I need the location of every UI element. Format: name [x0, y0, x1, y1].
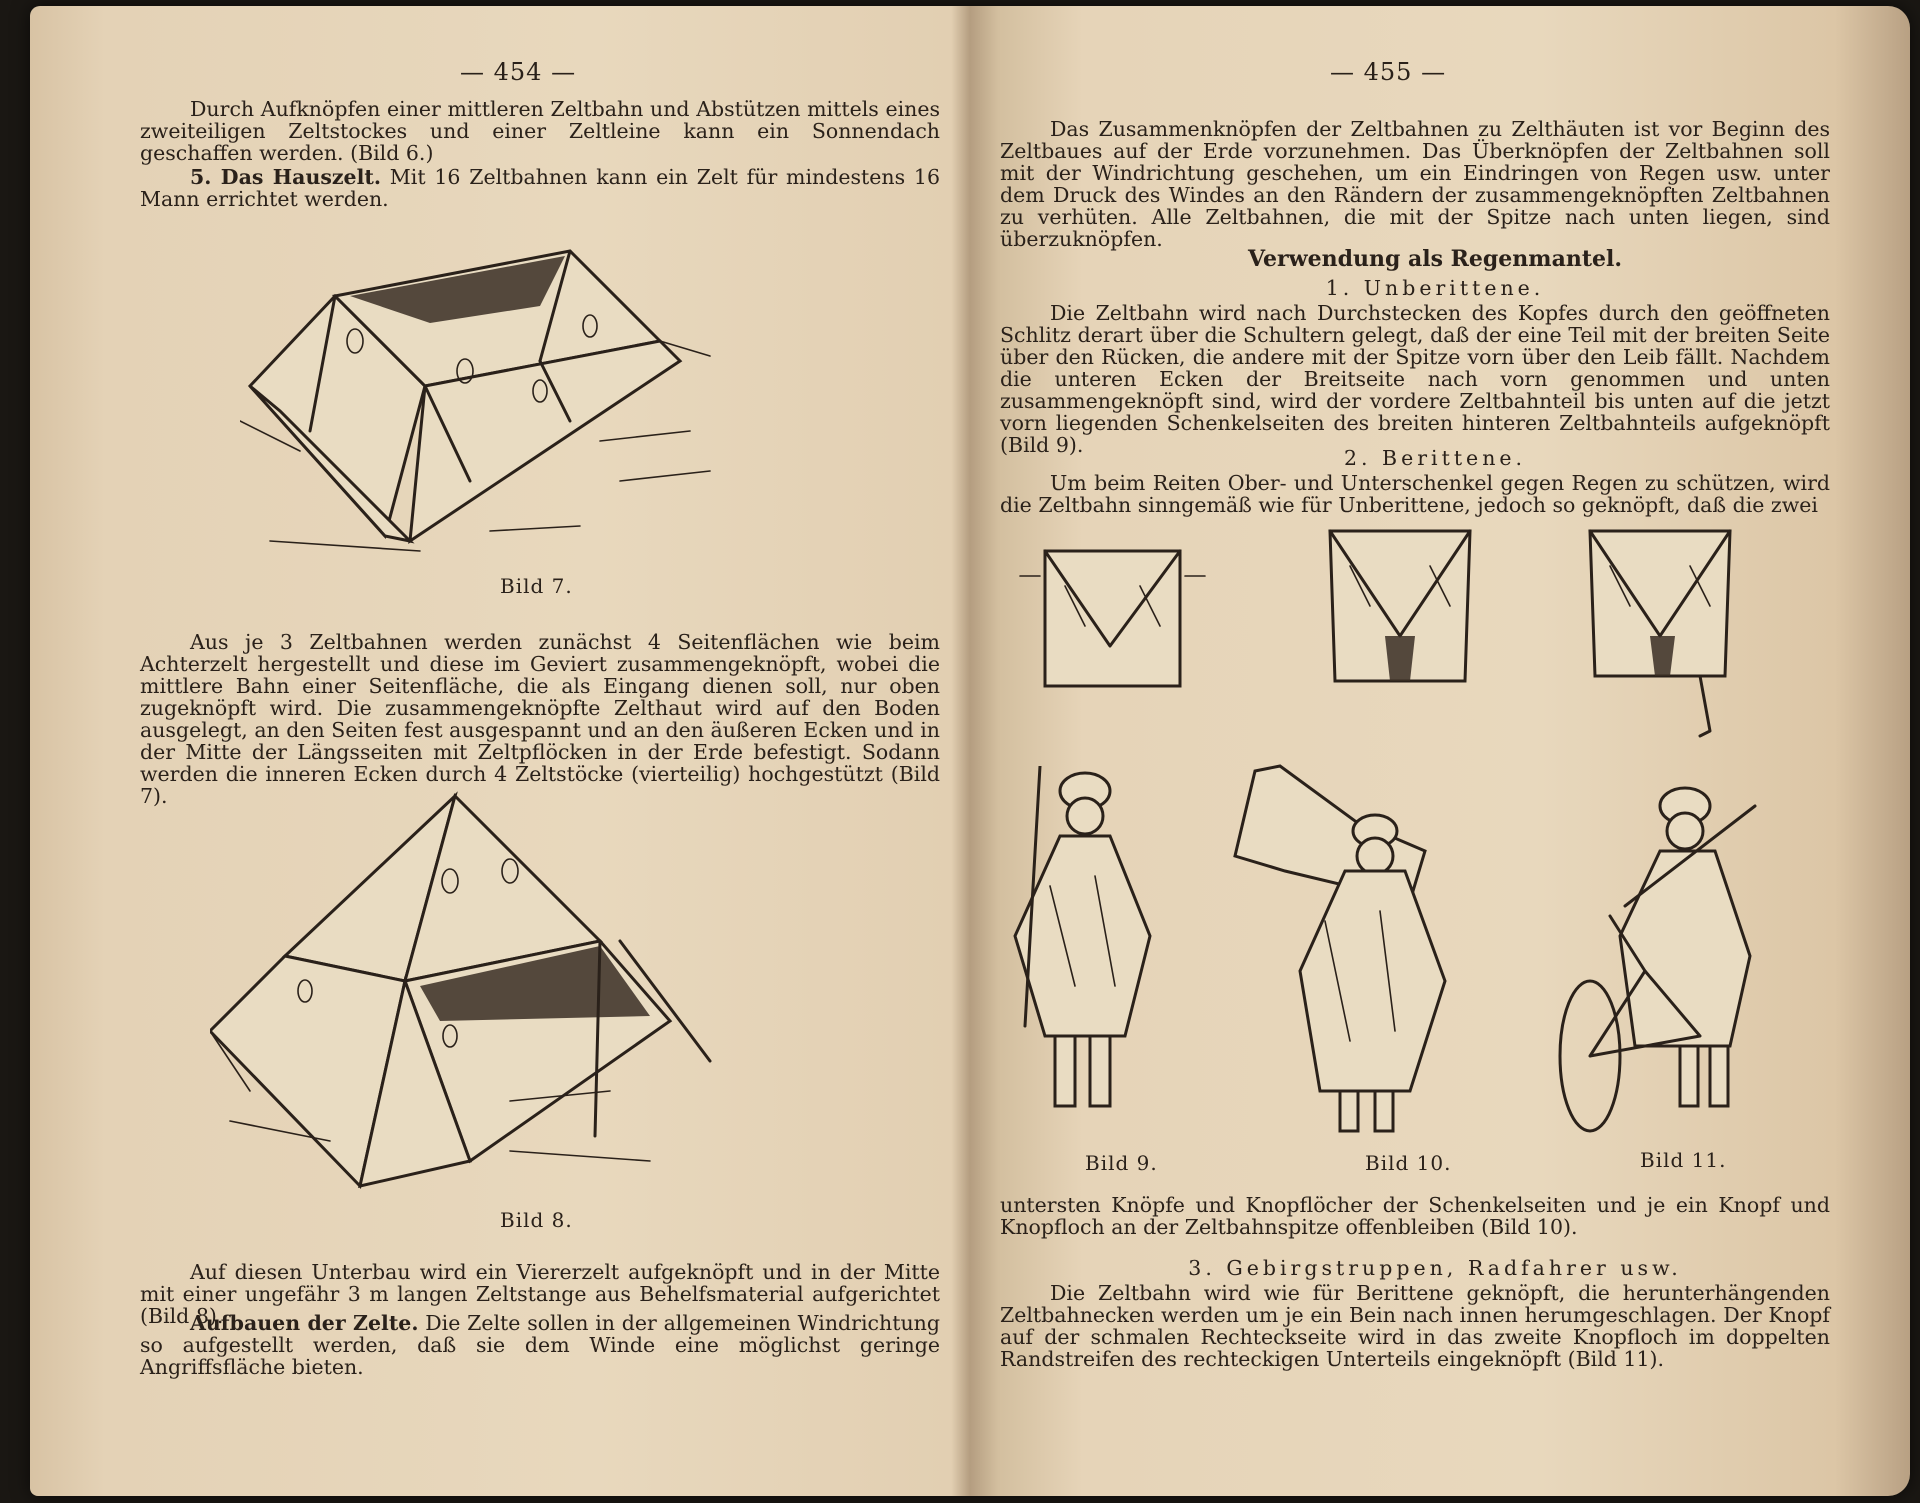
- figure-7-tent-illustration: [240, 241, 760, 571]
- paragraph-berittene-continued: untersten Knöpfe und Knopflöcher der Schenkelseiten und je ein Knopf und Knopfloch an der Zeltbahnspitze offenbleiben (Bild 10).: [1000, 1193, 1830, 1239]
- section-heading: Aufbauen der Zelte.: [190, 1311, 419, 1335]
- figure-11-soldier-with-bicycle-illustration: [1550, 786, 1780, 1146]
- poncho-diagram-2: [1330, 531, 1470, 681]
- subsection-heading: 1. Unberittene.: [1325, 276, 1545, 300]
- subsection-heading: 3. Gebirgstruppen, Radfahrer usw.: [1188, 1256, 1682, 1280]
- section-heading: Verwendung als Regenmantel.: [1248, 246, 1622, 272]
- paragraph-zusammenknoepfen: Das Zusammenknöpfen der Zeltbahnen zu Zelthäuten ist vor Beginn des Zeltbaues auf der Erde vorzunehmen. Das Überknöpfen der Zeltbahnen soll mit der Windrichtung geschehen, um ein Eindringen von Regen usw. unter dem Druck des Windes an den Rändern der zusammengeknöpften Zeltbahnen zu verhüten. Alle Zeltbahnen, die mit der Spitze nach unten liegen, sind überzuknöpfen.: [1000, 117, 1830, 251]
- figure-caption: Bild 11.: [1640, 1148, 1727, 1172]
- paragraph-gebirgstruppen: Die Zeltbahn wird wie für Berittene geknöpft, die herunterhängenden Zeltbahnecken werden um je ein Bein nach innen herumgeschlagen. Der Knopf auf der schmalen Rechteckseite wird in das zweite Knopfloch im doppelten Randstreifen des rechteckigen Unterteils eingeknöpft (Bild 11).: [1000, 1281, 1830, 1371]
- right-page: [960, 6, 1910, 1496]
- paragraph-aufbauen: [140, 1312, 940, 1378]
- book-spread: [30, 6, 1910, 1496]
- paragraph-unterbau: Aus je 3 Zeltbahnen werden zunächst 4 Seitenflächen wie beim Achterzelt hergestellt und diese im Geviert zusammengeknöpft, wobei die mittlere Bahn einer Seitenfläche, die als Eingang dienen soll, nur oben zugeknöpft wird. Die zusammengeknöpfte Zelthaut wird auf den Boden ausgelegt, an den Seiten fest ausgespannt und an den äußeren Ecken und in der Mitte der Längsseiten mit Zeltpflöcken in der Erde befestigt. Sodann werden die inneren Ecken durch 4 Zeltstöcke (vierteilig) hochgestützt (Bild 7).: [140, 630, 940, 808]
- figure-10-soldier-with-horse-illustration: [1225, 761, 1455, 1141]
- page-number: — 455 —: [1330, 58, 1447, 86]
- poncho-diagram-3: [1590, 531, 1730, 736]
- paragraph-berittene: Um beim Reiten Ober- und Unterschenkel gegen Regen zu schützen, wird die Zeltbahn sinngemäß wie für Unberittene, jedoch so geknöpft, daß die zwei: [1000, 471, 1830, 517]
- figure-caption: Bild 10.: [1365, 1151, 1452, 1175]
- paragraph-hauszelt: [140, 166, 940, 210]
- section-heading: 5. Das Hauszelt.: [190, 165, 381, 189]
- left-page: [30, 6, 950, 1496]
- paragraph-unberittene: Die Zeltbahn wird nach Durchstecken des Kopfes durch den geöffneten Schlitz derart über die Schultern gelegt, daß der eine Teil mit der breiten Seite über den Rücken, die andere mit der Spitze vorn über den Leib fällt. Nachdem die unteren Ecken der Breitseite nach vorn genommen und unten zusammengeknöpft sind, wird der vordere Zeltbahnteil bis unten auf die jetzt vorn liegenden Schenkelseiten des breiten hinteren Zeltbahnteils aufgeknöpft (Bild 9).: [1000, 301, 1830, 457]
- figure-caption: Bild 9.: [1085, 1151, 1158, 1175]
- poncho-diagrams: [1010, 526, 1810, 746]
- paragraph-text: Die Zelte sollen in der allgemeinen Windrichtung so aufgestellt werden, daß sie dem Winde eine möglichst geringe Angriffsfläche bieten.: [140, 1311, 940, 1379]
- paragraph-viererzelt: Auf diesen Unterbau wird ein Viererzelt aufgeknöpft und in der Mitte mit einer ungefähr 3 m langen Zeltstange aus Behelfsmaterial aufgerichtet (Bild 8).: [140, 1260, 940, 1328]
- figure-8-tent-illustration: [210, 791, 750, 1201]
- paragraph-sonnendach: Durch Aufknöpfen einer mittleren Zeltbahn und Abstützen mittels eines zweiteiligen Zeltstockes und einer Zeltleine kann ein Sonnendach geschaffen werden. (Bild 6.): [140, 97, 940, 165]
- figure-caption: Bild 7.: [500, 574, 573, 598]
- subsection-heading: 2. Berittene.: [1343, 446, 1527, 470]
- poncho-diagram-1: [1020, 551, 1205, 686]
- paragraph-text: Mit 16 Zeltbahnen kann ein Zelt für mindestens 16 Mann errichtet werden.: [140, 165, 940, 211]
- page-number: — 454 —: [460, 58, 577, 86]
- figure-9-soldier-illustration: [1000, 766, 1160, 1126]
- figure-caption: Bild 8.: [500, 1208, 573, 1232]
